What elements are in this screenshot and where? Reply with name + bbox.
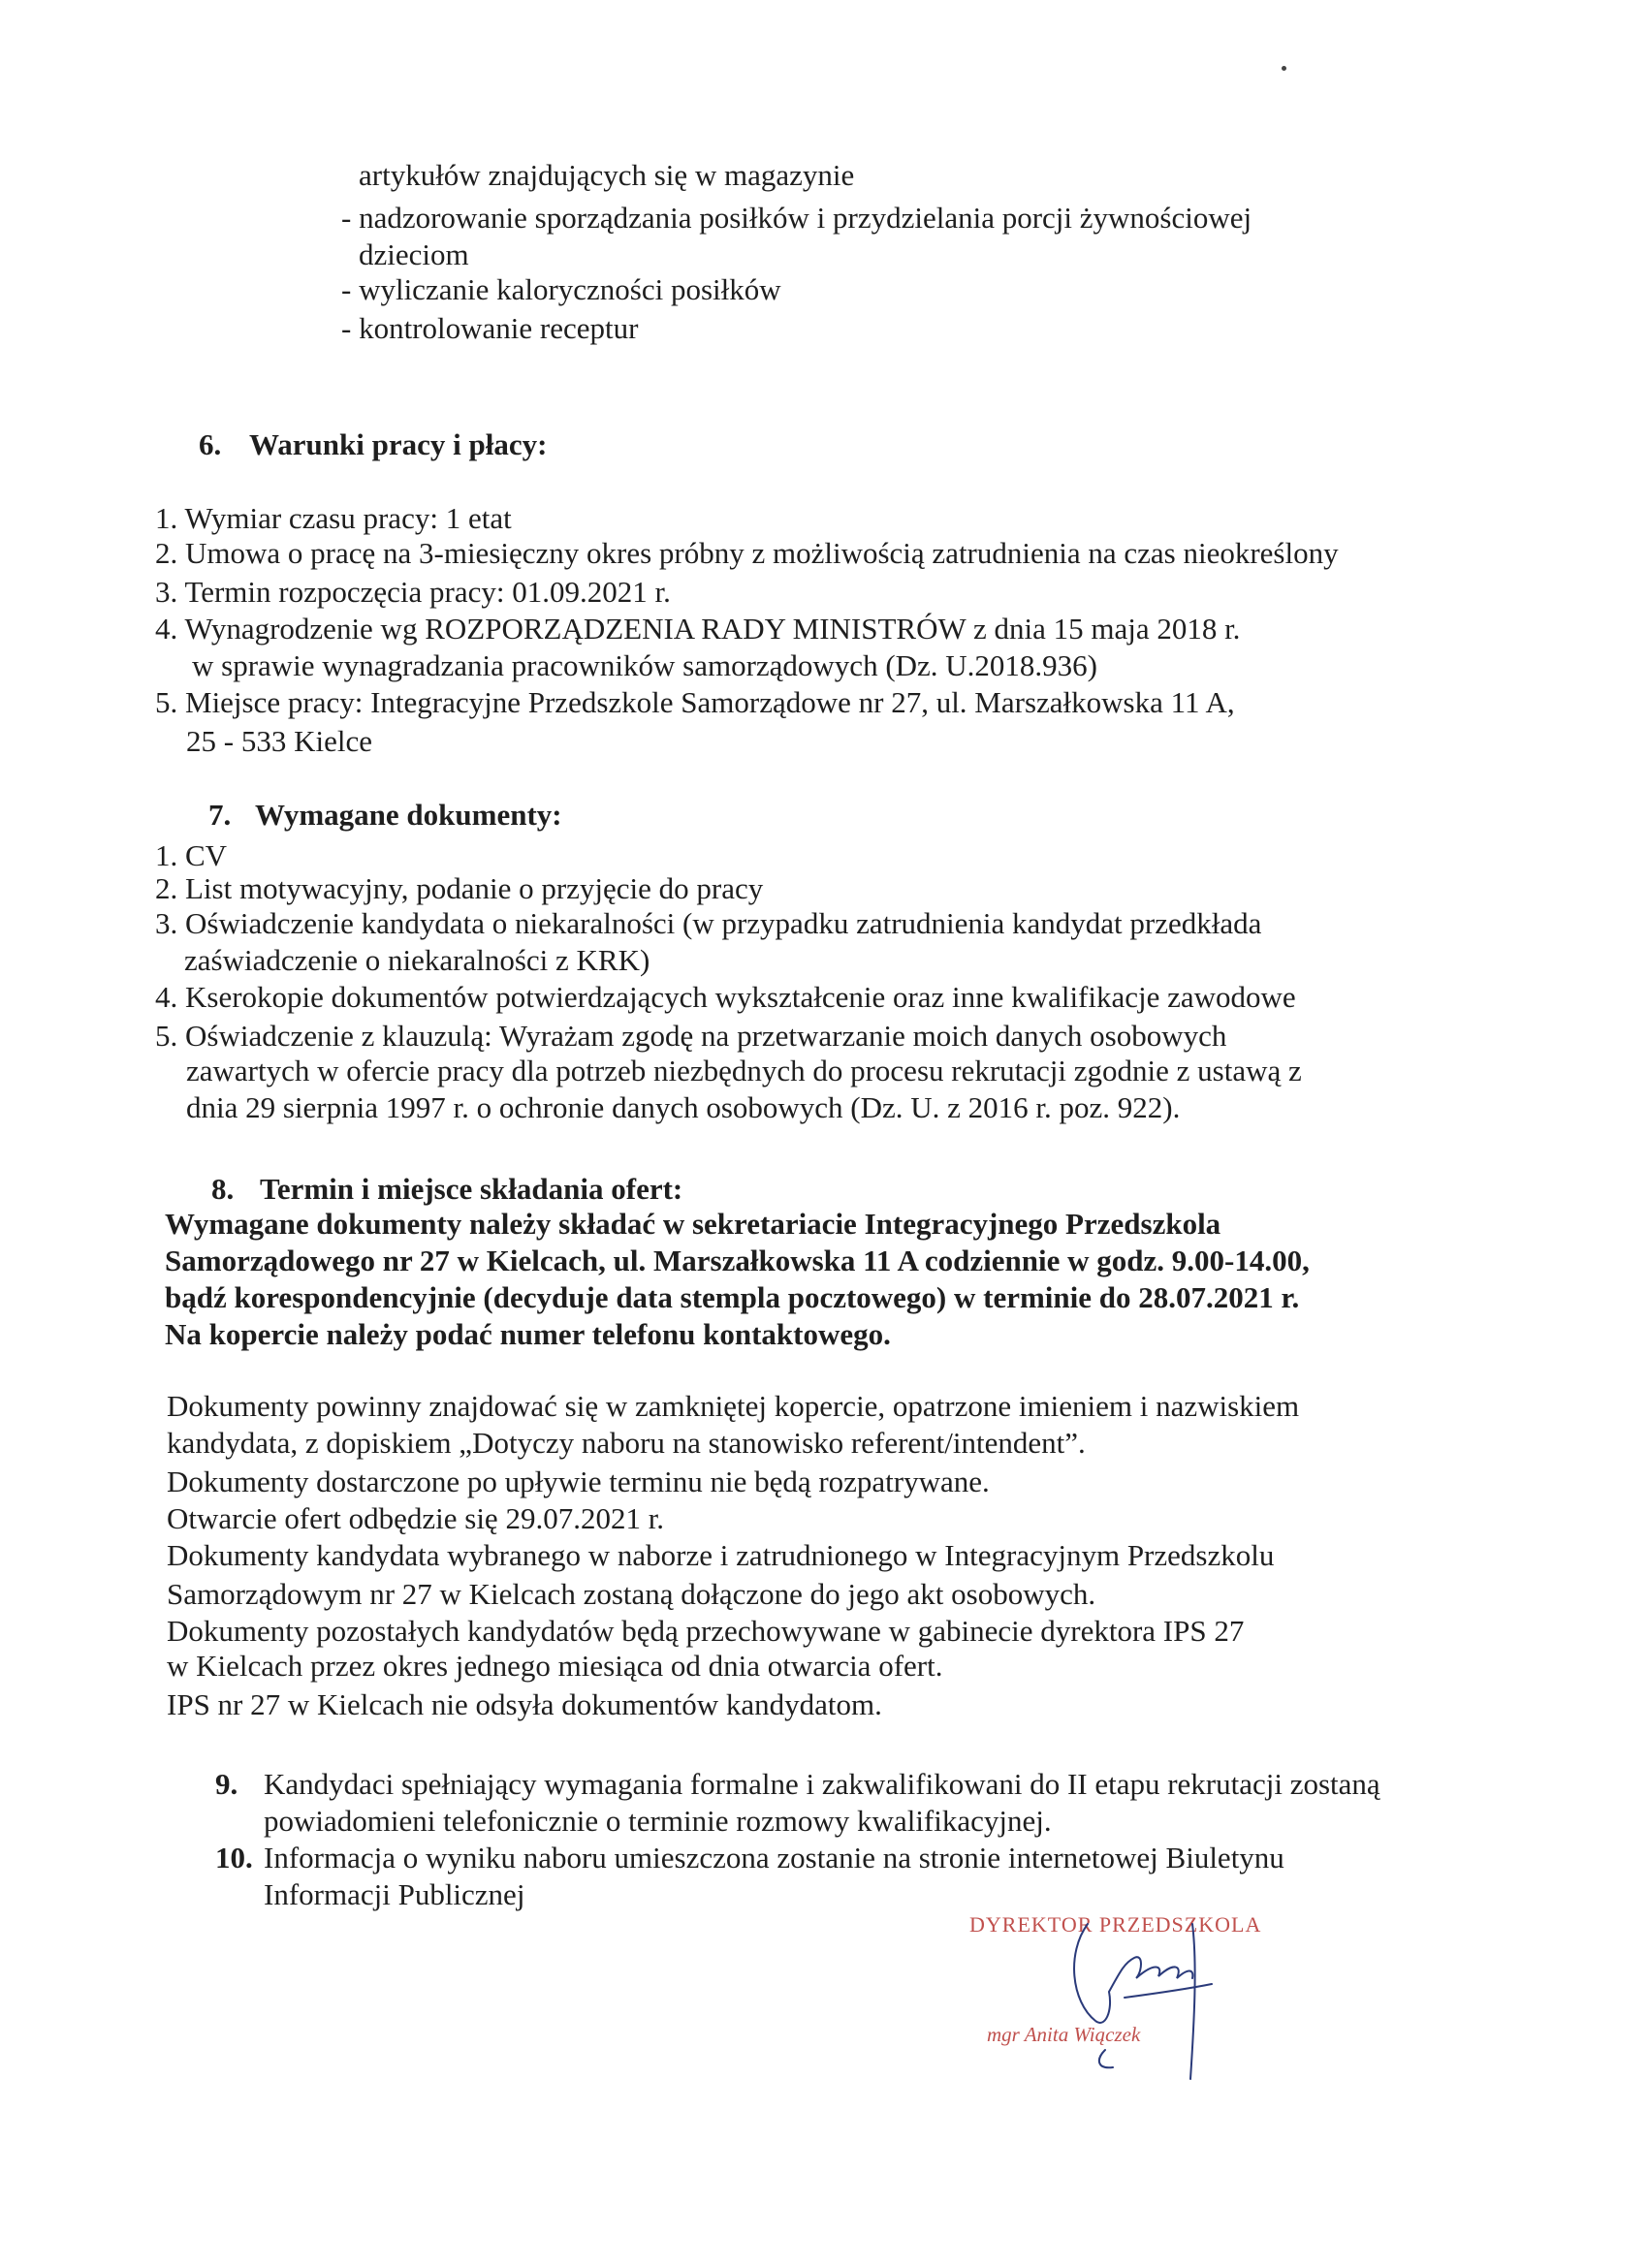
paragraph-line: Otwarcie ofert odbędzie się 29.07.2021 r.: [167, 1501, 665, 1535]
list-item-continuation: 25 - 533 Kielce: [186, 724, 372, 758]
list-item: 4. Kserokopie dokumentów potwierdzających wykształcenie oraz inne kwalifikacje zawodowe: [155, 980, 1296, 1014]
list-item: 1. Wymiar czasu pracy: 1 etat: [155, 501, 512, 535]
continuation-line: - nadzorowanie sporządzania posiłków i przydzielania porcji żywnościowej: [341, 201, 1252, 235]
handwritten-signature: [1028, 1905, 1260, 2098]
section-number: 9.: [215, 1767, 238, 1801]
section-number: 10.: [215, 1841, 253, 1874]
section-6-heading: [199, 426, 547, 463]
stamp-title: DYREKTOR PRZEDSZKOLA: [969, 1912, 1262, 1937]
paragraph-line: Dokumenty dostarczone po upływie terminu nie będą rozpatrywane.: [167, 1465, 990, 1498]
section-title: Warunki pracy i płacy:: [249, 427, 548, 461]
list-item-continuation: w sprawie wynagradzania pracowników samorządowych (Dz. U.2018.936): [192, 648, 1097, 682]
bold-paragraph-line: Samorządowego nr 27 w Kielcach, ul. Marszałkowska 11 A codziennie w godz. 9.00-14.00,: [165, 1244, 1310, 1277]
section-text-continuation: Informacji Publicznej: [264, 1877, 525, 1911]
section-10-item: [215, 1840, 1284, 1876]
list-item: 5. Miejsce pracy: Integracyjne Przedszkole Samorządowe nr 27, ul. Marszałkowska 11 A,: [155, 685, 1235, 719]
list-item: 4. Wynagrodzenie wg ROZPORZĄDZENIA RADY MINISTRÓW z dnia 15 maja 2018 r.: [155, 612, 1241, 646]
continuation-line: - kontrolowanie receptur: [341, 311, 639, 345]
section-text: Kandydaci spełniający wymagania formalne i zakwalifikowani do II etapu rekrutacji zostaną: [264, 1767, 1380, 1801]
list-item-continuation: zaświadczenie o niekaralności z KRK): [184, 943, 650, 977]
bold-paragraph-line: bądź korespondencyjnie (decyduje data stempla pocztowego) w terminie do 28.07.2021 r.: [165, 1280, 1300, 1314]
section-text-continuation: powiadomieni telefonicznie o terminie rozmowy kwalifikacyjnej.: [264, 1804, 1052, 1838]
paragraph-line: kandydata, z dopiskiem „Dotyczy naboru na stanowisko referent/intendent”.: [167, 1426, 1086, 1460]
paragraph-line: Dokumenty powinny znajdować się w zamkniętej kopercie, opatrzone imieniem i nazwiskiem: [167, 1389, 1300, 1423]
list-item: 3. Oświadczenie kandydata o niekaralności (w przypadku zatrudnienia kandydat przedkłada: [155, 906, 1262, 940]
list-item: 2. Umowa o pracę na 3-miesięczny okres próbny z możliwością zatrudnienia na czas nieokreślony: [155, 536, 1339, 570]
section-9-item: [215, 1766, 1380, 1803]
bold-paragraph-line: Na kopercie należy podać numer telefonu kontaktowego.: [165, 1317, 891, 1351]
section-7-heading: [208, 797, 562, 834]
section-title: Wymagane dokumenty:: [255, 798, 562, 832]
section-number: 8.: [211, 1172, 235, 1206]
stamp-name: mgr Anita Wiączek: [987, 2023, 1141, 2046]
continuation-line: - wyliczanie kaloryczności posiłków: [341, 272, 781, 306]
list-item-continuation: dnia 29 sierpnia 1997 r. o ochronie danych osobowych (Dz. U. z 2016 r. poz. 922).: [186, 1090, 1181, 1124]
section-title: Termin i miejsce składania ofert:: [260, 1172, 683, 1206]
scan-dot: [1282, 66, 1286, 71]
continuation-line: artykułów znajdujących się w magazynie: [359, 158, 855, 192]
bold-paragraph-line: Wymagane dokumenty należy składać w sekretariacie Integracyjnego Przedszkola: [165, 1207, 1221, 1241]
list-item: 2. List motywacyjny, podanie o przyjęcie do pracy: [155, 871, 764, 905]
paragraph-line: Dokumenty kandydata wybranego w naborze i zatrudnionego w Integracyjnym Przedszkolu: [167, 1538, 1275, 1572]
continuation-line: dzieciom: [359, 237, 469, 271]
section-number: 7.: [208, 798, 232, 832]
list-item: 1. CV: [155, 838, 228, 872]
director-stamp: [969, 1905, 1289, 2098]
paragraph-line: Samorządowym nr 27 w Kielcach zostaną dołączone do jego akt osobowych.: [167, 1577, 1096, 1611]
section-number: 6.: [199, 427, 222, 461]
list-item: 3. Termin rozpoczęcia pracy: 01.09.2021 r.: [155, 575, 671, 609]
section-text: Informacja o wyniku naboru umieszczona zostanie na stronie internetowej Biuletynu: [264, 1841, 1284, 1874]
list-item: 5. Oświadczenie z klauzulą: Wyrażam zgodę na przetwarzanie moich danych osobowych: [155, 1019, 1227, 1053]
paragraph-line: IPS nr 27 w Kielcach nie odsyła dokumentów kandydatom.: [167, 1687, 882, 1721]
list-item-continuation: zawartych w ofercie pracy dla potrzeb niezbędnych do procesu rekrutacji zgodnie z ustawą z: [186, 1054, 1302, 1087]
section-8-heading: [211, 1171, 682, 1208]
paragraph-line: Dokumenty pozostałych kandydatów będą przechowywane w gabinecie dyrektora IPS 27: [167, 1614, 1245, 1648]
paragraph-line: w Kielcach przez okres jednego miesiąca od dnia otwarcia ofert.: [167, 1649, 943, 1683]
